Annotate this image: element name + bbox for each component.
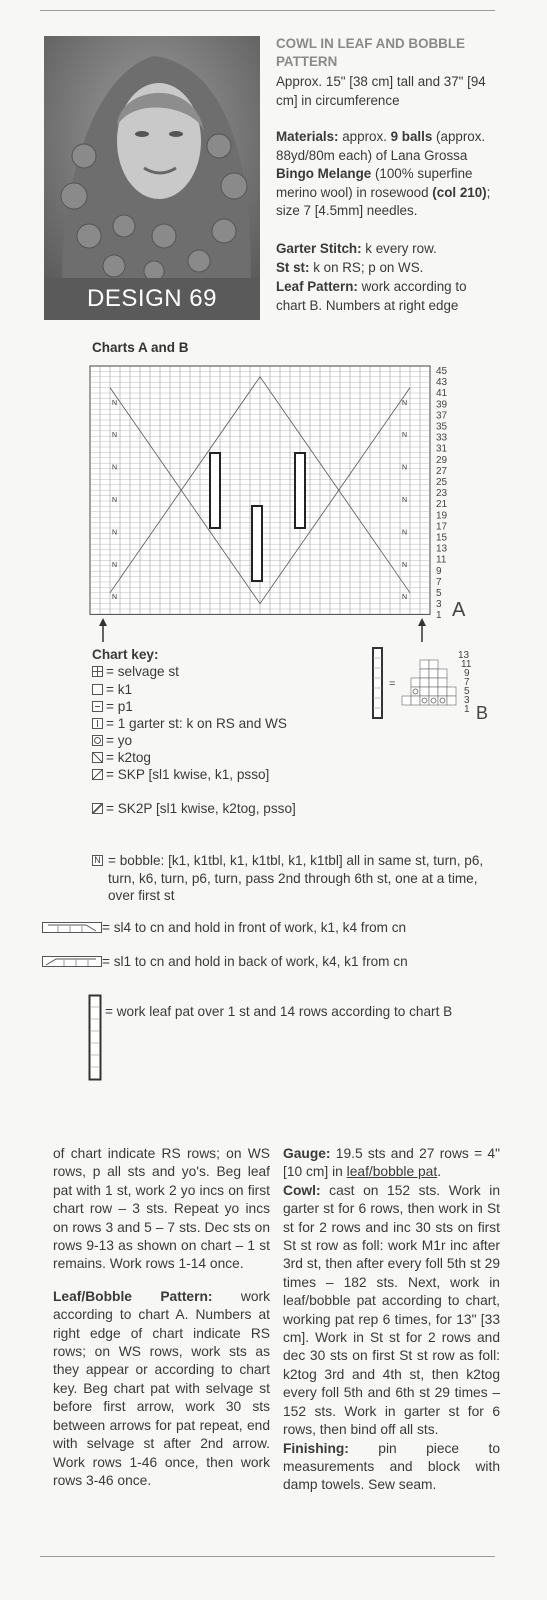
row-number: 9: [436, 565, 442, 577]
p1-icon: [92, 701, 103, 712]
stst-text: k on RS; p on WS.: [309, 260, 424, 275]
row-number: 37: [436, 410, 448, 422]
chart-a-label: A: [452, 599, 466, 621]
chart-b: [370, 645, 500, 721]
leaf-bobble-text: work according to chart A. Numbers at right edge of chart indicate RS rows; on WS rows, work sts as they appear or according to chart key. Beg chart pat with selvage st before first arrow, work 30 sts between arrows for pat repeat, end with selvage st after 2nd arrow. Work rows 1-46 once, then work rows 3-46 once.: [53, 1288, 271, 1488]
gauge-text: 19.5 sts and 27 rows = 4" [10 cm] in: [283, 1146, 500, 1180]
finishing-text: pin piece to measurements and block with damp towels. Sew seam.: [283, 1440, 500, 1493]
row-number: 1: [464, 704, 470, 715]
row-number: 7: [464, 677, 470, 688]
row-number: 13: [436, 543, 448, 555]
garter-text: k every row.: [361, 241, 437, 256]
garter-icon: [92, 718, 103, 729]
row-number: 39: [436, 399, 448, 411]
key-text: = k1: [106, 682, 133, 697]
k2tog-icon: [92, 752, 103, 763]
row-number: 3: [464, 695, 470, 706]
row-number: 21: [436, 499, 448, 511]
key-item-yo: [92, 732, 132, 750]
bobble-mark: N: [112, 529, 118, 537]
row-number: 7: [436, 576, 442, 588]
repeat-arrow-left: [99, 618, 107, 642]
key-text: = p1: [106, 699, 133, 714]
chart-a-grid: [90, 366, 430, 614]
key-item-k2tog: [92, 749, 151, 767]
row-number: 29: [436, 454, 448, 466]
key-item-garter: [92, 715, 287, 733]
row-number: 43: [436, 377, 448, 389]
chart-key-title: Chart key:: [92, 647, 159, 662]
bobble-mark: N: [402, 464, 408, 472]
materials-label: Materials:: [276, 129, 339, 144]
bobble-mark: N: [402, 497, 408, 504]
chart-b-label: B: [476, 703, 489, 721]
chart-a: [80, 360, 480, 642]
model-photo: [44, 36, 260, 320]
materials-yarn: Bingo Melange: [276, 166, 372, 182]
leaf-label: Leaf Pattern:: [276, 279, 358, 294]
chart-b-grid: [402, 660, 456, 705]
key-text: = SKP [sl1 kwise, k1, psso]: [106, 767, 270, 782]
skp-icon: [92, 769, 103, 780]
row-number: 45: [436, 366, 448, 377]
repeat-arrow-right: [418, 618, 426, 642]
right-column: [283, 1145, 500, 1495]
key-text: = 1 garter st: k on RS and WS: [106, 716, 287, 731]
bobble-mark: N: [402, 432, 408, 440]
row-number: 5: [436, 588, 442, 599]
materials-text: (100% superfine merino wool) in rosewood: [276, 166, 473, 200]
bobble-mark: N: [402, 399, 408, 407]
bobble-icon: N: [92, 855, 103, 866]
key-text: = k2tog: [106, 750, 151, 765]
finishing-label: Finishing:: [283, 1440, 349, 1456]
garter-paragraph: [276, 240, 496, 259]
row-number: 33: [436, 432, 448, 444]
key-item-skp: [92, 766, 269, 784]
cowl-label: Cowl:: [283, 1182, 321, 1198]
row-number: 35: [436, 421, 448, 433]
chart-b-equals: =: [389, 678, 396, 690]
key-text: = selvage st: [106, 664, 179, 679]
charts-title: Charts A and B: [92, 340, 189, 355]
bottom-rule: [40, 1556, 495, 1557]
row-number: 23: [436, 488, 448, 500]
bobble-mark: N: [402, 561, 408, 569]
key-item-bobble: [92, 852, 492, 905]
materials-text: (approx. 88yd/80m each) of Lana Grossa: [276, 129, 486, 163]
bobble-mark: N: [112, 561, 118, 569]
finishing-paragraph: [283, 1440, 500, 1495]
cowl-text: cast on 152 sts. Work in garter st for 6 rows, then work in St st for 2 rows and inc 30 sts on first St st row as foll: work M1r inc after 3rd st, then after every foll 5th st 29 times – 182 sts. Next, work in leaf/bobble pat according to chart, working pat rep 6 times, for 13" [33 cm]. Work in St st for 2 rows and dec 30 sts on first St st row as foll: k2tog 3rd and 4th st, then k2tog every foll 5th and 6th st 29 times – 152 sts. Work in garter st for 6 rows, then bind off all sts.: [283, 1182, 500, 1438]
key-item-p1: [92, 698, 133, 716]
k1-icon: [92, 684, 103, 695]
leaf-bobble-paragraph: [53, 1288, 270, 1490]
row-number: 15: [436, 532, 448, 544]
materials-balls: 9 balls: [390, 129, 433, 144]
leaf-text: work according to chart B. Numbers at right edge: [276, 279, 467, 313]
row-number: 11: [436, 554, 447, 566]
stst-paragraph: [276, 259, 496, 278]
row-number: 3: [436, 599, 442, 611]
bobble-mark: N: [112, 497, 118, 504]
bobble-mark: N: [402, 529, 408, 537]
key-text: = sl1 to cn and hold in back of work, k4, k1 from cn: [102, 954, 408, 969]
cowl-paragraph: [283, 1182, 500, 1440]
leaf-panel-icon: [88, 994, 102, 1082]
cable-back-icon: [42, 955, 102, 967]
materials-text: ; size 7 [4.5mm] needles.: [276, 184, 491, 219]
row-number: 13: [458, 650, 470, 661]
leaf-bobble-label: Leaf/Bobble Pattern:: [53, 1288, 213, 1304]
chart-b-row-numbers: [458, 650, 472, 715]
row-number: 25: [436, 477, 448, 488]
leaf-paragraph: [276, 278, 496, 315]
design-label: DESIGN 69: [44, 278, 260, 320]
gauge-label: Gauge:: [283, 1146, 331, 1161]
key-item-k1: [92, 681, 132, 699]
key-item-cable-front: [42, 919, 406, 937]
bobble-mark: N: [112, 594, 118, 602]
materials-text: approx.: [338, 129, 391, 144]
garter-label: Garter Stitch:: [276, 241, 362, 256]
key-text: = bobble: [k1, k1tbl, k1, k1tbl, k1, k1tbl] all in same st, turn, p6, turn, k6, turn, p6, turn, pass 2nd through 6th st, one at a time, over first st: [108, 853, 484, 903]
key-text: = sl4 to cn and hold in front of work, k1, k4 from cn: [102, 920, 407, 935]
key-item-selvage: [92, 663, 179, 681]
materials-color: (col 210): [432, 184, 487, 200]
left-column: [53, 1145, 270, 1490]
yo-icon: [92, 735, 103, 746]
key-text: = yo: [106, 733, 133, 748]
pattern-size: Approx. 15" [38 cm] tall and 37" [94 cm] in circumference: [276, 74, 486, 108]
stst-label: St st:: [276, 260, 310, 275]
row-number: 9: [464, 668, 470, 679]
gauge-underlined: leaf/bobble pat: [346, 1164, 438, 1180]
gauge-text: .: [437, 1164, 442, 1180]
row-number: 41: [436, 388, 448, 400]
key-item-cable-back: [42, 953, 408, 971]
row-number: 17: [436, 521, 448, 533]
bobble-mark: N: [112, 432, 118, 440]
selvage-icon: [92, 666, 103, 677]
leaf-panel-symbol: [373, 648, 382, 718]
row-number: 31: [436, 443, 448, 455]
bobble-mark: N: [112, 399, 118, 407]
chart-a-row-numbers: [436, 366, 448, 621]
pattern-title: COWL IN LEAF AND BOBBLE PATTERN: [276, 36, 465, 69]
top-rule: [40, 10, 495, 11]
materials-paragraph: [276, 128, 496, 221]
bobble-mark: N: [112, 464, 118, 472]
key-text: = SK2P [sl1 kwise, k2tog, psso]: [106, 801, 296, 816]
row-number: 11: [461, 659, 472, 670]
key-text: = work leaf pat over 1 st and 14 rows according to chart B: [105, 1004, 453, 1019]
row-number: 19: [436, 510, 448, 522]
row-number: 27: [436, 465, 448, 477]
leaf-pattern-continued: of chart indicate RS rows; on WS rows, p all sts and yo's. Beg leaf pat with 1 st, work 2 yo incs on first chart row – 3 sts. Repeat yo incs on rows 3 and 5 – 7 sts. Dec sts on rows 9-13 as shown on chart – 1 st remains. Work rows 1-14 once.: [53, 1146, 270, 1272]
key-item-sk2p: [92, 800, 296, 818]
row-number: 1: [436, 610, 442, 622]
sk2p-icon: [92, 803, 103, 814]
cable-front-icon: [42, 921, 102, 933]
row-number: 5: [464, 686, 470, 697]
gauge-paragraph: [283, 1145, 500, 1182]
bobble-mark: N: [402, 594, 408, 602]
